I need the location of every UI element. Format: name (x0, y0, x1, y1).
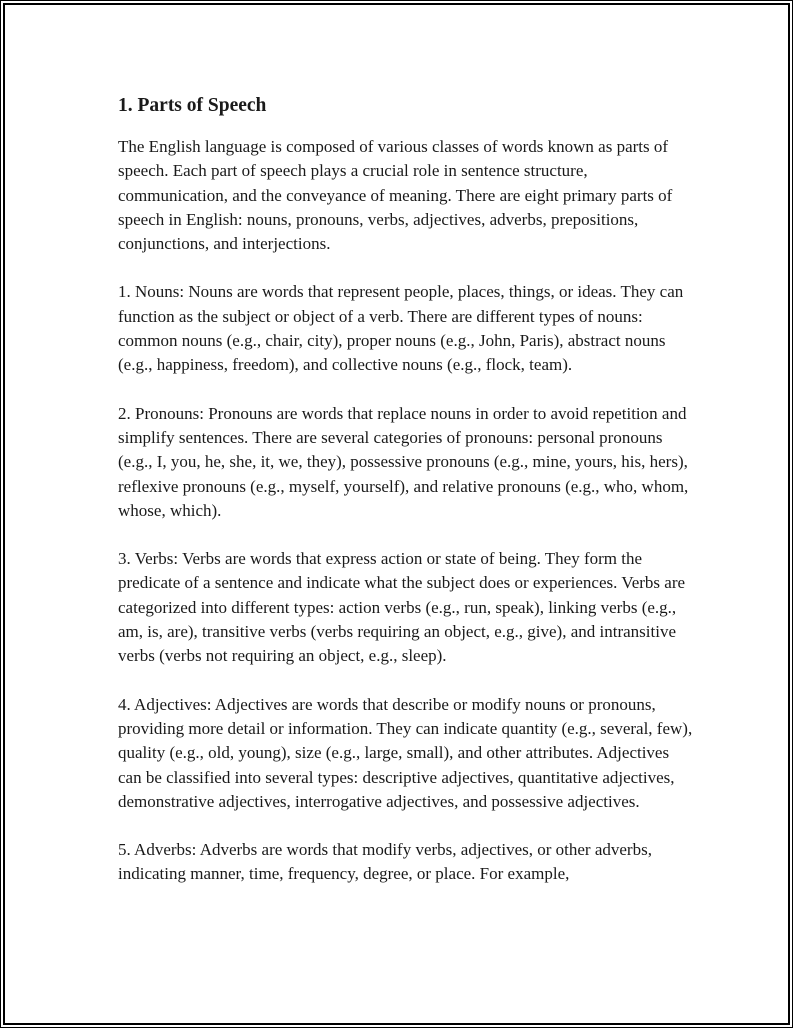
document-body (118, 92, 693, 911)
paragraph-adjectives: 4. Adjectives: Adjectives are words that describe or modify nouns or pronouns, providing more detail or information. They can indicate quantity (e.g., several, few), quality (e.g., old, young), size (e.g., large, small), and other attributes. Adjectives can be classified into several types: descriptive adjectives, quantitative adjectives, demonstrative adjectives, interrogative adjectives, and possessive adjectives. (118, 694, 693, 811)
paragraph-intro: The English language is composed of various classes of words known as parts of speech. Each part of speech plays a crucial role in sentence structure, communication, and the conveyance of meaning. There are eight primary parts of speech in English: nouns, pronouns, verbs, adjectives, adverbs, prepositions, conjunctions, and interjections. (118, 137, 673, 254)
paragraph-pronouns: 2. Pronouns: Pronouns are words that replace nouns in order to avoid repetition and simplify sentences. There are several categories of pronouns: personal pronouns (e.g., I, you, he, she, it, we, they), possessive pronouns (e.g., mine, yours, his, hers), reflexive pronouns (e.g., myself, yourself), and relative pronouns (e.g., who, whom, whose, which). (118, 403, 689, 520)
paragraph-verbs: 3. Verbs: Verbs are words that express action or state of being. They form the predicate of a sentence and indicate what the subject does or experiences. Verbs are categorized into different types: action verbs (e.g., run, speak), linking verbs (e.g., am, is, are), transitive verbs (verbs requiring an object, e.g., give), and intransitive verbs (verbs not requiring an object, e.g., sleep). (118, 549, 686, 666)
paragraph-nouns: 1. Nouns: Nouns are words that represent people, places, things, or ideas. They can function as the subject or object of a verb. There are different types of nouns: common nouns (e.g., chair, city), proper nouns (e.g., John, Paris), abstract nouns (e.g., happiness, freedom), and collective nouns (e.g., flock, team). (118, 282, 684, 375)
section-heading: 1. Parts of Speech (118, 95, 267, 116)
paragraph-adverbs: 5. Adverbs: Adverbs are words that modify verbs, adjectives, or other adverbs, indicating manner, time, frequency, degree, or place. For example, (118, 840, 652, 884)
